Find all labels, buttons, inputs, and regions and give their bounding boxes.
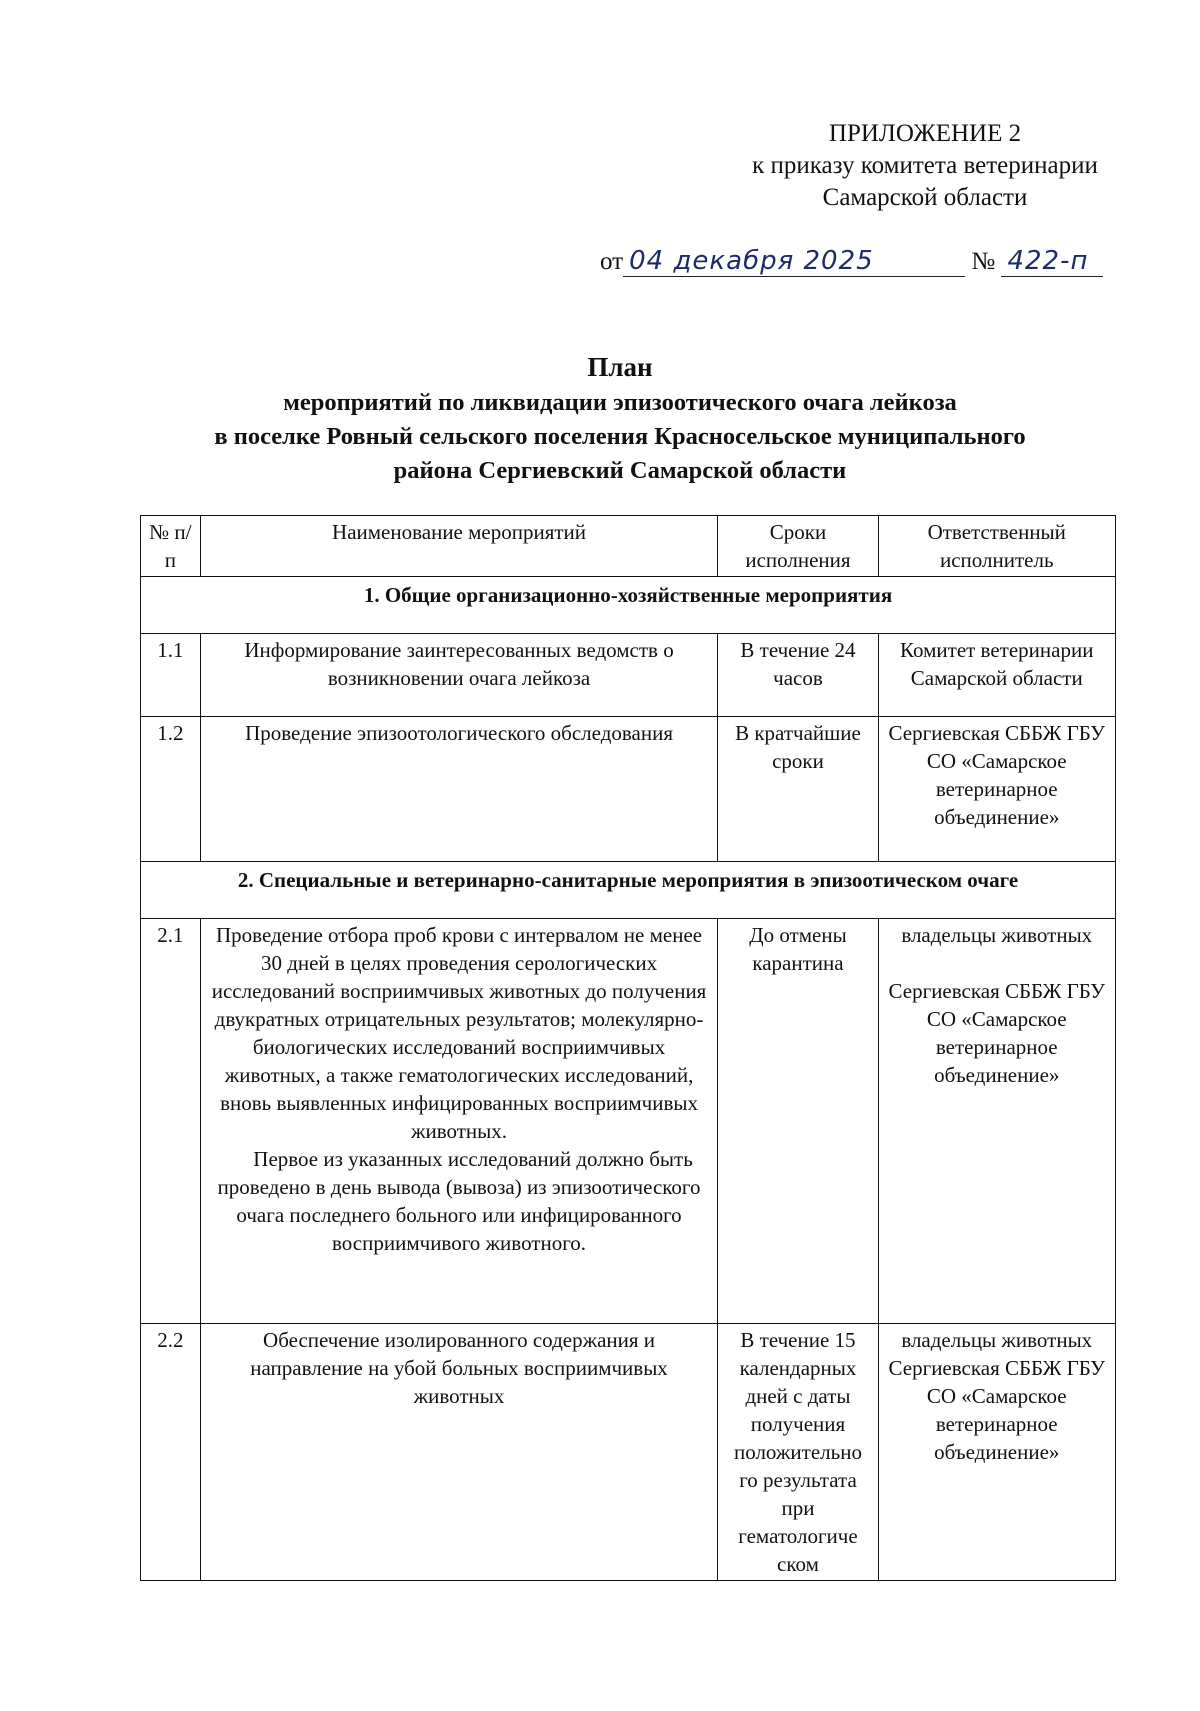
title-line-4: района Сергиевский Самарской области [393, 457, 847, 484]
order-date-number [600, 246, 1120, 278]
appendix-block [690, 118, 1160, 214]
row-name-paragraph-2: Первое из указанных исследований должно быть проведено в день вывода (вывоза) из эпизоотического очага последнего больного или инфицированного восприимчивого животного. [217, 1147, 701, 1255]
row-num: 1.1 [141, 634, 201, 717]
header-term: Сроки исполнения [718, 516, 878, 577]
handwritten-date: 04 декабря 2025 [623, 246, 965, 277]
row-term: До отмены карантина [718, 919, 878, 1324]
section-row-2 [141, 862, 1116, 919]
order-from-label: от [600, 248, 624, 275]
header-name: Наименование мероприятий [200, 516, 718, 577]
responsible-station: Сергиевская СББЖ ГБУ СО «Самарское ветеринарное объединение» [888, 1356, 1105, 1464]
handwritten-number: 422-п [1001, 246, 1103, 277]
plan-table [140, 515, 1116, 1581]
row-num: 1.2 [141, 717, 201, 862]
appendix-order-ref: к приказу комитета ветеринарии [752, 152, 1098, 179]
section-2-title: 2. Специальные и ветеринарно-санитарные мероприятия в эпизоотическом очаге [141, 862, 1116, 919]
table-row [141, 1324, 1116, 1581]
row-num: 2.1 [141, 919, 201, 1324]
appendix-title: ПРИЛОЖЕНИЕ 2 [828, 120, 1022, 147]
section-1-title: 1. Общие организационно-хозяйственные мероприятия [141, 577, 1116, 634]
table-row [141, 919, 1116, 1324]
document-title [140, 350, 1100, 488]
table-header-row [141, 516, 1116, 577]
appendix-region: Самарской области [822, 184, 1028, 211]
row-name: Проведение эпизоотологического обследования [200, 717, 718, 862]
row-name: Обеспечение изолированного содержания и направление на убой больных восприимчивых животных [200, 1324, 718, 1581]
spacer [885, 949, 1110, 977]
responsible-owners: владельцы животных [901, 923, 1093, 947]
responsible-owners: владельцы животных [901, 1328, 1093, 1352]
table-row [141, 634, 1116, 717]
header-responsible: Ответственный исполнитель [878, 516, 1116, 577]
row-responsible [878, 919, 1116, 1324]
title-line-2: мероприятий по ликвидации эпизоотического очага лейкоза [283, 389, 957, 416]
row-name [200, 919, 718, 1324]
section-row-1 [141, 577, 1116, 634]
row-term: В течение 15 календарных дней с даты получения положительно го результата при гематологиче ском [718, 1324, 878, 1581]
row-name: Информирование заинтересованных ведомств о возникновении очага лейкоза [200, 634, 718, 717]
table-row [141, 717, 1116, 862]
row-num: 2.2 [141, 1324, 201, 1581]
row-name-paragraph-1: Проведение отбора проб крови с интервалом не менее 30 дней в целях проведения серологических исследований восприимчивых животных до получения двукратных отрицательных результатов; молекулярно-биологических исследований восприимчивых животных, а также гематологических исследований, вновь выявленных инфицированных восприимчивых животных. [211, 923, 707, 1143]
row-responsible [878, 1324, 1116, 1581]
row-responsible: Сергиевская СББЖ ГБУ СО «Самарское ветеринарное объединение» [878, 717, 1116, 862]
row-responsible: Комитет ветеринарии Самарской области [878, 634, 1116, 717]
title-plan: План [587, 352, 653, 382]
responsible-station: Сергиевская СББЖ ГБУ СО «Самарское ветеринарное объединение» [888, 979, 1105, 1087]
number-sign: № [971, 248, 996, 275]
row-term: В течение 24 часов [718, 634, 878, 717]
row-term: В кратчайшие сроки [718, 717, 878, 862]
header-num: № п/п [141, 516, 201, 577]
title-line-3: в поселке Ровный сельского поселения Красносельское муниципального [214, 423, 1026, 450]
